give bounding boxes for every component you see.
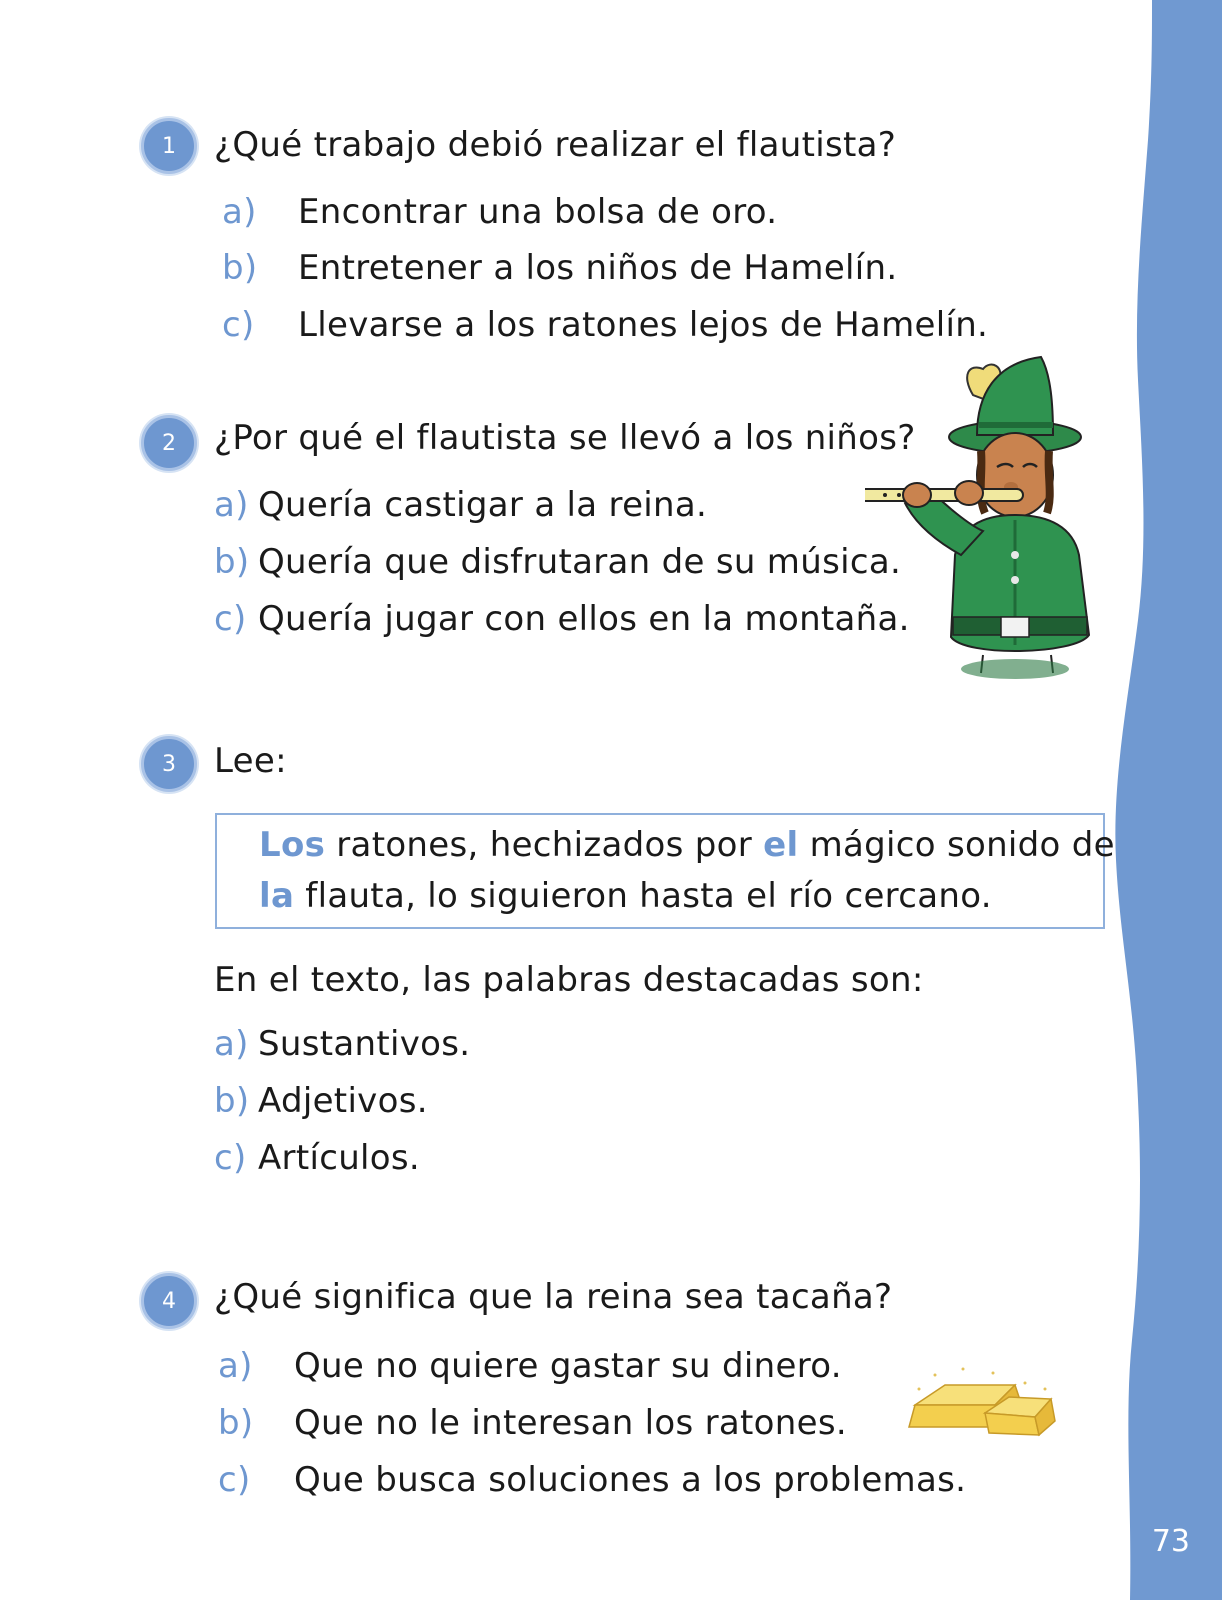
option-text: Adjetivos.: [258, 1081, 428, 1121]
option-text: Que no quiere gastar su dinero.: [294, 1346, 842, 1386]
option-letter: a): [218, 1346, 253, 1386]
answer-option[interactable]: [222, 248, 898, 288]
highlighted-word: Los: [259, 825, 326, 865]
option-letter: a): [222, 192, 257, 232]
question-number-badge: 4: [141, 1273, 197, 1329]
option-letter: c): [218, 1460, 251, 1500]
option-letter: b): [222, 248, 258, 288]
reading-passage-box: [215, 813, 1115, 929]
option-letter: c): [222, 305, 255, 345]
answer-option[interactable]: [214, 1081, 428, 1121]
page-number: 73: [1151, 1524, 1190, 1559]
question-number-badge: 3: [141, 736, 197, 792]
reading-text: flauta, lo siguieron hasta el río cercano.: [294, 876, 992, 916]
answer-option[interactable]: [214, 599, 910, 639]
flute-player-illustration: [865, 355, 1115, 685]
option-letter: a): [214, 485, 249, 525]
option-text: Quería castigar a la reina.: [258, 485, 708, 525]
option-text: Que busca soluciones a los problemas.: [294, 1460, 967, 1500]
option-letter: c): [214, 1138, 247, 1178]
option-letter: b): [214, 542, 250, 582]
answer-option[interactable]: [222, 192, 777, 232]
question-text: ¿Por qué el flautista se llevó a los niños?: [214, 418, 916, 458]
reading-line: [259, 825, 1115, 865]
answer-option[interactable]: [218, 1346, 842, 1386]
answer-option[interactable]: [214, 542, 901, 582]
answer-option[interactable]: [218, 1403, 847, 1443]
answer-option[interactable]: [222, 305, 988, 345]
highlighted-word: la: [259, 876, 295, 916]
option-text: Que no le interesan los ratones.: [294, 1403, 847, 1443]
option-letter: c): [214, 599, 247, 639]
question-number-badge: 1: [141, 118, 197, 174]
answer-option[interactable]: [214, 1024, 470, 1064]
reading-text: ratones, hechizados por: [325, 825, 764, 865]
question-text: Lee:: [214, 741, 287, 781]
gold-bars-illustration: [905, 1355, 1065, 1445]
option-text: Quería que disfrutaran de su música.: [258, 542, 902, 582]
answer-option[interactable]: [214, 485, 707, 525]
option-letter: a): [214, 1024, 249, 1064]
reading-line: [259, 876, 992, 916]
side-band: [1112, 0, 1222, 1600]
reading-text: mágico sonido de: [798, 825, 1115, 865]
option-text: Artículos.: [258, 1138, 421, 1178]
option-text: Entretener a los niños de Hamelín.: [298, 248, 898, 288]
option-text: Quería jugar con ellos en la montaña.: [258, 599, 910, 639]
option-letter: b): [218, 1403, 254, 1443]
question-text: ¿Qué trabajo debió realizar el flautista?: [214, 125, 897, 165]
option-letter: b): [214, 1081, 250, 1121]
question-number-badge: 2: [141, 415, 197, 471]
answer-option[interactable]: [214, 1138, 420, 1178]
option-text: Sustantivos.: [258, 1024, 471, 1064]
option-text: Encontrar una bolsa de oro.: [298, 192, 778, 232]
highlighted-word: el: [763, 825, 799, 865]
option-text: Llevarse a los ratones lejos de Hamelín.: [298, 305, 989, 345]
question-prompt: En el texto, las palabras destacadas son:: [214, 960, 924, 1000]
question-text: ¿Qué significa que la reina sea tacaña?: [214, 1277, 893, 1317]
answer-option[interactable]: [218, 1460, 966, 1500]
